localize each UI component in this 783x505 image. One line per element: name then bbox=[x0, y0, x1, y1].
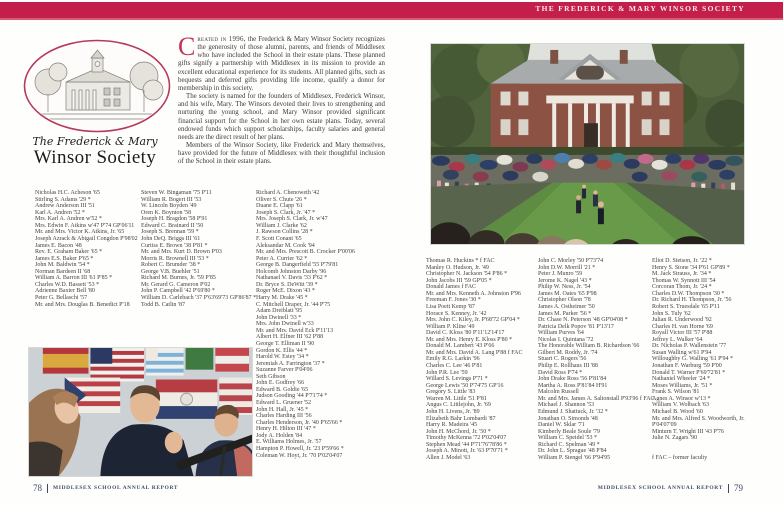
donor-name: Horace S. Kenney, Jr. '42 bbox=[426, 310, 487, 317]
footer-left bbox=[33, 483, 178, 493]
intro-paragraph-1-text: the Frederick & Mary Winsor Society recognizes the generosity of those alumni, parents, and friends of Middlesex who have included the School in their estate plans. These planned gifts signify a partnership with Middlesex in its mission to provide an excellent educational experience for its students. All planned gifts, such as bequests and deferred gifts providing life income, qualify a donor for membership in this society. bbox=[178, 36, 385, 92]
donor-name: James M. Parker '56 * bbox=[538, 310, 592, 317]
donor-name: Nathanael V. Davis '33 P'62 * bbox=[256, 275, 328, 282]
donor-name: Mr. and Mrs. James A. Saltonstall P'93'96 f FAC bbox=[538, 395, 655, 402]
donor-name: Oliver S. Chute '26 * bbox=[256, 196, 307, 203]
donor-name: Jeremiah A. Farrington '37 * bbox=[256, 360, 325, 367]
donor-name: John H. Livens, Jr. '89 bbox=[426, 408, 480, 415]
donor-name: J. Rawson Collins '28 * bbox=[256, 229, 313, 236]
donor-name: Christopher Olson '78 bbox=[538, 297, 591, 304]
donor-name: John Dwinell '33 * bbox=[256, 314, 302, 321]
intro-paragraph-1 bbox=[178, 32, 385, 93]
donor-name: Peter G. Bellaschi '57 bbox=[35, 295, 88, 301]
donor-name: Royall Victor III '57 P'88 bbox=[652, 330, 713, 337]
donor-name: Mr. and Mrs. Douglas B. Benedict P'18 bbox=[35, 301, 130, 308]
donor-name: Timothy McKenna '72 P'02'04'07 bbox=[426, 435, 507, 442]
donor-name: Minturn T. Wright III '43 P'76 bbox=[652, 428, 724, 435]
donor-name: Kimberly Beale Soule '79 bbox=[538, 428, 600, 435]
donor-name: Robert S. Truesdale '65 P'11 bbox=[652, 303, 720, 310]
donor-name: The Honorable William B. Richardson '66 bbox=[538, 343, 640, 350]
donor-name: Rev. E. Graham Baker '65 * bbox=[35, 249, 103, 256]
donor-name: Gordon K. Ellis '44 * bbox=[256, 347, 308, 354]
winsor-house-emblem bbox=[22, 38, 172, 134]
donor-name: Coleman W. Hoyt, Jr. '70 P'02'04'07 bbox=[256, 452, 343, 459]
donor-name: Henry S. Stone '34 P'61 GP'89 * bbox=[652, 264, 730, 271]
donor-column-5 bbox=[538, 258, 655, 461]
donor-name: Stephen Mead '44 P'71'76'78'86 * bbox=[426, 441, 507, 448]
donor-name: Dr. Chase N. Peterson '48 GP'04'08 * bbox=[538, 317, 628, 324]
donor-name: George V.B. Buehler '51 bbox=[141, 268, 200, 275]
donor-name: Warren M. Little '51 P'81 bbox=[426, 395, 487, 402]
donor-name: David C. Kloss '80 P'11'12'14'17 bbox=[426, 330, 505, 337]
donor-name: Mrs. Edwin F. Atkins w'47 P'74 GP'06'11 bbox=[35, 222, 135, 229]
donor-name: Peter J. Munro '59 bbox=[538, 271, 583, 278]
donor-name: Thomas R. Huckins * f FAC bbox=[426, 258, 495, 264]
donor-name: John DeQ. Briggs III '61 bbox=[141, 235, 201, 242]
donor-name: John Jacobs III '59 GP'05 * bbox=[426, 277, 492, 284]
donor-name: William A. Barron III '61 P'85 * bbox=[35, 275, 113, 282]
donor-name: Michael J. Shannon '53 bbox=[538, 402, 595, 409]
donor-name: Stuart C. Rogers '56 bbox=[538, 356, 587, 363]
donor-name: Edward C. Brainard II '50 bbox=[141, 222, 204, 229]
society-title-script: The Frederick & Mary bbox=[32, 135, 158, 148]
donor-column-6 bbox=[652, 258, 770, 442]
donor-name: Mr. and Mrs. Victor K. Atkins, Jr. '65 bbox=[35, 229, 125, 236]
intro-paragraph-3: Members of the Winsor Society, like Frederick and Mary themselves, have provided for the future of Middlesex with their thoughtful inclusion of the School in their estate plans. bbox=[178, 142, 385, 166]
donor-name: Freeman F. Jones '30 * bbox=[426, 297, 481, 304]
donor-name: Harry M. Drake '45 * bbox=[256, 295, 308, 301]
donor-name: Suzanne Farver P'04'06 bbox=[256, 367, 313, 374]
donor-name: Norman Bardeen II '68 bbox=[35, 268, 91, 275]
donor-name: Charles Harding III '56 bbox=[256, 413, 312, 420]
donor-name: Morris R. Brownell III '53 * bbox=[141, 255, 209, 262]
donor-name: John P. Campbell '42 P'69'80 * bbox=[141, 288, 215, 295]
donor-name: James E.S. Baker P'65 * bbox=[35, 255, 94, 262]
donor-name: Hampton P. Howell, Jr. '23 P'59'66 * bbox=[256, 445, 344, 452]
donor-name: Henry H. Hilton III '47 * bbox=[256, 426, 316, 433]
donor-name: Edward L. Gruener '52 bbox=[256, 400, 312, 406]
report-title-left: MIDDLESEX SCHOOL ANNUAL REPORT bbox=[53, 485, 179, 491]
society-title-main: Winsor Society bbox=[33, 147, 157, 168]
donor-name: George T. Elliman II '90 bbox=[256, 340, 315, 347]
donor-name: Joseph S. Brennan '59 * bbox=[141, 229, 199, 236]
donor-name: Richard C. Spelman '49 * bbox=[538, 441, 600, 448]
donor-name: William C. Speidel '53 * bbox=[538, 435, 598, 442]
donor-name: Charles D.W. Thompson '30 * bbox=[652, 290, 725, 297]
donor-column-2 bbox=[141, 190, 257, 308]
donor-name: Julian R. Underwood '92 bbox=[652, 317, 712, 324]
donor-name: William R. Bogert III '53 bbox=[141, 196, 202, 203]
donor-name: M. Jack Strauss, Jr. '34 * bbox=[652, 271, 712, 278]
intro-text bbox=[178, 32, 385, 167]
dropcap-c: C bbox=[178, 32, 196, 61]
donor-name: Aleksandar M. Cook '94 bbox=[256, 242, 315, 249]
donor-name: Patricia Delk Popov '81 P'13'17 bbox=[538, 323, 614, 330]
donor-name: Joseph Azrack & Abigail Congdon P'98'02 bbox=[35, 235, 138, 242]
donor-column-4 bbox=[426, 258, 530, 461]
donor-name: Thomas W. Synnott III '54 bbox=[652, 277, 716, 284]
donor-name: Michael B. Wood '60 bbox=[652, 408, 703, 415]
donor-name: Angus C. Littlejohn, Jr. '69 bbox=[426, 402, 491, 409]
donor-name: Jonathan F. Warburg '59 P'00 bbox=[652, 363, 722, 369]
donor-name: Edmund J. Shattuck, Jr. '32 * bbox=[538, 408, 608, 415]
intro-lead: reated in 1996, bbox=[197, 36, 246, 43]
donor-name: Mr. and Mrs. Henry E. Kloss P'80 * bbox=[426, 336, 513, 343]
donor-name: Richard M. Burnes, Jr. '59 P'85 bbox=[141, 275, 216, 282]
donor-name: John M. Baldwin '54 * bbox=[35, 262, 90, 269]
donor-name: Oren K. Boynton '58 bbox=[141, 209, 192, 216]
donor-name: Christopher N. Jackson '54 P'86 * bbox=[426, 271, 508, 278]
donor-name: Adam Dreiblatt '95 bbox=[256, 308, 303, 315]
donor-name: William J. Clarke '62 bbox=[256, 222, 307, 229]
faculty-footnote: f FAC – former faculty bbox=[652, 455, 708, 461]
donor-name: Emily R.G. Larkin '96 bbox=[426, 356, 480, 363]
donor-name: Manley O. Hudson, Jr. '49 bbox=[426, 264, 489, 271]
graduation-lawn-photo-image bbox=[431, 44, 744, 244]
donor-name: Willoughby G. Walling '61 P'94 * bbox=[652, 356, 733, 363]
donor-name: Dr. Nicholas P. Wallenstein '77 bbox=[652, 343, 727, 350]
donor-name: Andrew Anderson III '51 bbox=[35, 203, 95, 210]
donor-name: Martha A. Ross P'81'84 H'91 bbox=[538, 382, 608, 389]
donor-name: Charles W.D. Bassett '53 * bbox=[35, 281, 100, 288]
donor-name: George B. Dangerfield '55 P'79'81 bbox=[256, 262, 339, 269]
donor-column-1 bbox=[35, 190, 137, 308]
donor-name: William Purves '64 bbox=[538, 330, 584, 337]
donor-name: James A. Ostheimer '50 bbox=[538, 303, 595, 310]
donor-name: John C. Morley '50 P'73'74 bbox=[538, 258, 604, 264]
donor-name: Mr. and Mrs. Kenneth A. Johnston P'96 bbox=[426, 290, 521, 297]
donor-name: Nicholas H.C. Acheson '65 bbox=[35, 190, 100, 196]
donor-name: Duane E. Clapp '61 bbox=[256, 203, 303, 210]
donor-name: Philip W. Ness, Jr. '54 bbox=[538, 284, 591, 291]
donor-name: Agnes A. Winsor w'13 * bbox=[652, 395, 711, 402]
donor-name: Albert H. Elfner III '62 P'88 bbox=[256, 334, 324, 341]
donor-name: Mrs. John Dwinell w'33 bbox=[256, 321, 314, 328]
donor-name: Stirling S. Adams '29 * bbox=[35, 196, 91, 203]
donor-name: Karl A. Andren '52 * bbox=[35, 209, 85, 216]
donor-name: Mr. Gerard G. Cameron P'02 bbox=[141, 281, 211, 288]
donor-name: Julie N. Zagars '90 bbox=[652, 435, 698, 442]
donor-name: Nathaniel Wheeler '24 * bbox=[652, 376, 711, 383]
donor-name: George Lewis '50 P'74'75 GP'16 bbox=[426, 382, 504, 389]
report-title-right: MIDDLESEX SCHOOL ANNUAL REPORT bbox=[597, 485, 723, 491]
donor-name: C. Mitchell Draper, Jr. '44 P'75 bbox=[256, 301, 331, 308]
donor-name: Todd B. Catlin '87 bbox=[141, 301, 185, 308]
footer-divider bbox=[47, 484, 48, 493]
donor-name: Daniel W. Sklar '71 bbox=[538, 422, 585, 429]
donor-name: Philip E. Rollhaus III '88 bbox=[538, 363, 598, 369]
donor-name: John D.W. Morrill '21 * bbox=[538, 264, 596, 271]
donor-name: Edward B. Goldie '65 bbox=[256, 386, 309, 393]
donor-name: Donald James f FAC bbox=[426, 284, 477, 291]
donor-name: Roger McE. Dixon '43 * bbox=[256, 288, 315, 295]
donor-name: Judson Gooding '44 P'71'74 * bbox=[256, 393, 328, 400]
students-with-flags-photo bbox=[28, 347, 253, 477]
donor-name: John H. Hall, Jr. '45 * bbox=[256, 406, 309, 413]
donor-name: Jeffrey L. Walker '64 bbox=[652, 336, 703, 343]
donor-name: Jonathan O. Simonds '48 bbox=[538, 415, 598, 422]
donor-name: William P. Stengel '66 P'94'95 bbox=[538, 454, 611, 461]
donor-name: Mr. and Mrs. David A. Lang P'88 f FAC bbox=[426, 349, 523, 356]
donor-name: Dr. Richard H. Thompson, Jr. '56 bbox=[652, 297, 732, 304]
donor-name: Jerome K. Nagel '43 * bbox=[538, 277, 592, 284]
donor-name: Nicolas I. Quintana '72 bbox=[538, 336, 594, 343]
donor-name: Harold W. Estey '34 * bbox=[256, 354, 309, 361]
donor-name: John P.R. Lee '59 bbox=[426, 369, 468, 376]
donor-name: Mrs. John C. Kiley, Jr. P'68'72 GP'04 * bbox=[426, 317, 520, 324]
donor-name: Holcomb Johnston Darby '96 bbox=[256, 268, 327, 275]
donor-name: Elizabeth Bahr Lombardi '87 bbox=[426, 415, 496, 422]
donor-name: Mr. and Mrs. Alfred S. Woodworth, Jr. P'04'07'09 bbox=[652, 415, 745, 429]
donor-name: Joseph H. Bragdon '58 P'91 bbox=[141, 216, 208, 223]
donor-name: William D. Carlebach '37 P'63'69'73 GP'86'87 * bbox=[141, 295, 257, 301]
donor-name: Steven W. Bingaman '75 P'11 bbox=[141, 190, 212, 196]
donor-name: W. Lincoln Boyden '49 bbox=[141, 203, 197, 210]
donor-name: Adrienne Baxter Bell '80 bbox=[35, 288, 95, 295]
donor-name: William P. Kline '49 bbox=[426, 323, 475, 330]
donor-name: Mr. and Mrs. David Eck P'11'13 bbox=[256, 327, 334, 334]
donor-name: Frank S. Wilson '81 bbox=[652, 389, 700, 396]
donor-name: Mrs. Karl A. Andren w'52 * bbox=[35, 216, 102, 223]
footer-right bbox=[598, 483, 743, 493]
donor-name: Dr. Bryce S. DeWitt '39 * bbox=[256, 281, 318, 288]
donor-name: James M. Oates '65 P'98 bbox=[538, 290, 597, 297]
students-with-flags-photo-image bbox=[29, 348, 252, 476]
donor-name: Allen J. Model '63 bbox=[426, 454, 471, 461]
page-number-right: 79 bbox=[734, 483, 743, 493]
donor-name: Gregory S. Little '83 bbox=[426, 389, 476, 396]
donor-name: Seth Gibson bbox=[256, 373, 286, 380]
donor-name: Charles H. van Horne '69 bbox=[652, 323, 713, 330]
donor-name: Corcoran Thom, Jr. '24 * bbox=[652, 284, 712, 291]
donor-name: Charles Henderson, Jr. '40 P'65'66 * bbox=[256, 419, 343, 426]
donor-name: David Ross P'74 * bbox=[538, 369, 583, 376]
intro-paragraph-2: The society is named for the founders of Middlesex, Frederick Winsor, and his wife, Mary. The Winsors devoted their lives to strengthening and nurturing the young school, and Mary Winsor provided significant financial support for the School in her own estate plans. Today, several endowed funds which support scholarships, faculty salaries and general needs are the direct result of her plans. bbox=[178, 93, 385, 141]
donor-name: Dr. John L. Sprague '48 P'84 bbox=[538, 448, 607, 455]
donor-name: Joseph S. Clark, Jr. '47 * bbox=[256, 209, 316, 216]
donor-name: Eliot D. Stetson, Jr. '22 * bbox=[652, 258, 712, 264]
donor-name: Gilbert M. Roddy, Jr. '74 bbox=[538, 349, 598, 356]
donor-name: Malcolm Russell bbox=[538, 389, 579, 396]
donor-name: Lisa Poett Kemp '87 bbox=[426, 303, 475, 310]
donor-name: John E. Godfrey '66 bbox=[256, 380, 305, 387]
donor-name: William V. Wolbach '63 bbox=[652, 402, 710, 409]
donor-name: Charles C. Lee '46 P'81 bbox=[426, 363, 483, 369]
school-building bbox=[491, 50, 684, 155]
donor-name: Peter A. Currier '62 * bbox=[256, 255, 308, 262]
donor-column-3 bbox=[256, 190, 382, 459]
winsor-house-sketch-icon bbox=[22, 38, 172, 134]
donor-name: Willard S. Levings P'71 * bbox=[426, 376, 488, 383]
donor-name: John Drake Ross '56 P'81'84 bbox=[538, 376, 607, 383]
donor-name: Mr. and Mrs. Prescott B. Crocker P'00'06 bbox=[256, 249, 355, 256]
society-title bbox=[8, 135, 182, 168]
donor-name: Donald T. Warner P'69'72'81 * bbox=[652, 369, 726, 376]
donor-name: Mrs. Joseph S. Clark, Jr. w'47 bbox=[256, 216, 328, 223]
donor-name: Donald M. Lambert '43 P'66 bbox=[426, 343, 495, 350]
footer-divider bbox=[728, 484, 729, 493]
donor-name: Curtiss E. Brown '38 P'81 * bbox=[141, 242, 208, 249]
donor-name: Jody A. Holden '84 bbox=[256, 432, 303, 439]
donor-name: Susan Walling w'61 P'94 bbox=[652, 349, 712, 356]
page-number-left: 78 bbox=[33, 483, 42, 493]
donor-name: Richard A. Chenoweth '42 bbox=[256, 190, 320, 196]
donor-name: James E. Bacon '48 bbox=[35, 242, 82, 249]
donor-name: Mr. and Mrs. Kurt D. Brown P'03 bbox=[141, 249, 222, 256]
donor-name: Harry R. Madeira '45 bbox=[426, 422, 478, 429]
donor-name: John H. McChord, Jr. '50 * bbox=[426, 428, 491, 435]
donor-name: Joseph A. Minott, Jr. '63 P'70'71 * bbox=[426, 448, 508, 455]
donor-name: F. Scott Conant '65 bbox=[256, 235, 302, 242]
donor-name: Robert C. Brumder '38 * bbox=[141, 262, 201, 269]
donor-name: John S. Tuly '62 bbox=[652, 310, 691, 317]
section-banner-title: THE FREDERICK & MARY WINSOR SOCIETY bbox=[535, 4, 745, 13]
donor-name: E. Williams Holmes, Jr. '57 bbox=[256, 439, 322, 446]
donor-name: Moses Williams, Jr. '51 * bbox=[652, 382, 713, 389]
graduation-lawn-umbrellas-photo bbox=[430, 43, 745, 245]
